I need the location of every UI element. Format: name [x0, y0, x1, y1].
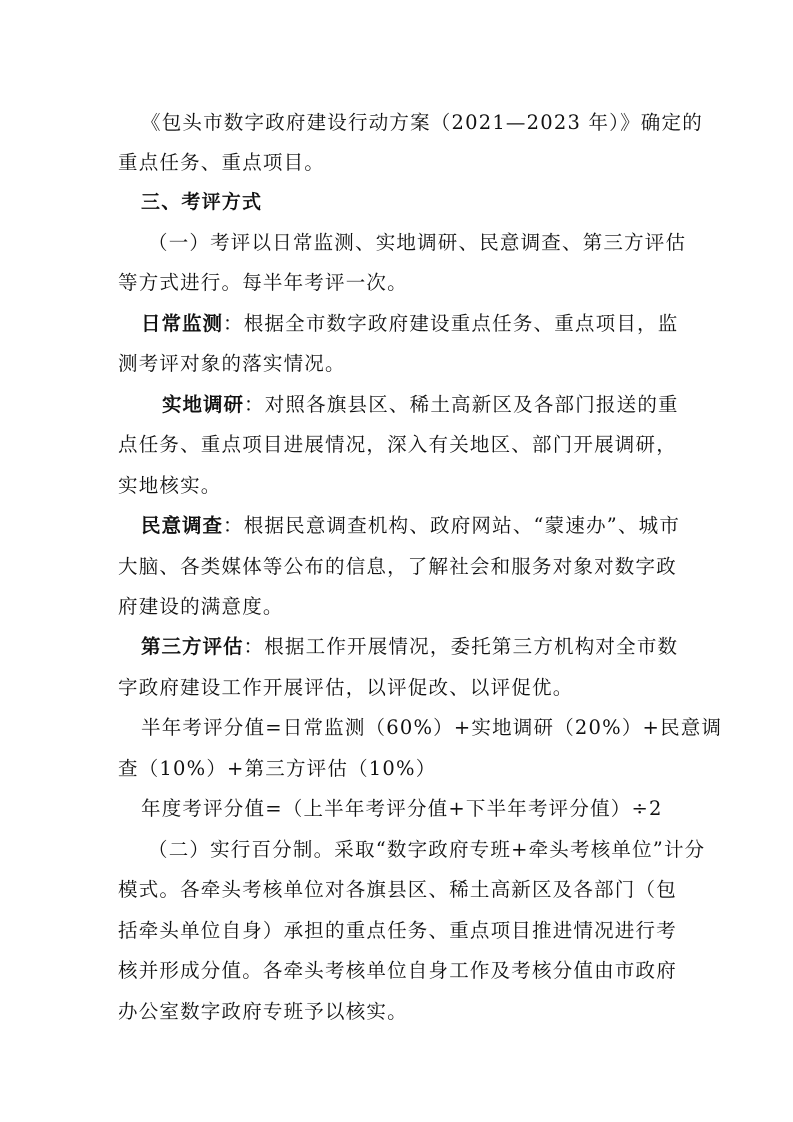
public-survey-line-1	[141, 514, 680, 538]
percentage-system-line-2: 模式。各牵头考核单位对各旗县区、稀土高新区及各部门（包	[118, 878, 677, 901]
paragraph-methods-line-2: 等方式进行。每半年考评一次。	[118, 271, 408, 294]
third-party-label: 第三方评估	[141, 635, 244, 658]
daily-monitoring-line-1	[141, 312, 678, 336]
field-research-text: ：对照各旗县区、稀土高新区及各部门报送的重	[244, 393, 679, 416]
field-research-line-3: 实地核实。	[118, 474, 222, 497]
paragraph-plan-line-2: 重点任务、重点项目。	[118, 151, 326, 174]
third-party-line-2: 字政府建设工作开展评估，以评促改、以评促优。	[118, 676, 574, 699]
paragraph-methods-line-1: （一）考评以日常监测、实地调研、民意调查、第三方评估	[148, 231, 687, 254]
percentage-system-line-4: 核并形成分值。各牵头考核单位自身工作及考核分值由市政府	[118, 959, 677, 982]
paragraph-plan-line-1: 《包头市数字政府建设行动方案（2021—2023 年）》确定的	[141, 111, 703, 134]
field-research-line-2: 点任务、重点项目进展情况，深入有关地区、部门开展调研，	[118, 433, 677, 456]
field-research-label: 实地调研	[162, 393, 245, 416]
daily-monitoring-text: ：根据全市数字政府建设重点任务、重点项目，监	[223, 312, 679, 335]
half-year-formula-line-2: 查（10%）+第三方评估（10%）	[118, 757, 437, 780]
public-survey-label: 民意调查	[141, 514, 224, 537]
half-year-formula-line-1: 半年考评分值=日常监测（60%）+实地调研（20%）+民意调	[141, 716, 723, 739]
percentage-system-line-1: （二）实行百分制。采取“数字政府专班+牵头考核单位”计分	[148, 838, 706, 861]
percentage-system-line-5: 办公室数字政府专班予以核实。	[118, 1000, 408, 1023]
percentage-system-line-3: 括牵头单位自身）承担的重点任务、重点项目推进情况进行考	[118, 919, 677, 942]
third-party-line-1	[141, 635, 678, 659]
third-party-text: ：根据工作开展情况，委托第三方机构对全市数	[243, 635, 679, 658]
public-survey-text: ：根据民意调查机构、政府网站、“蒙速办”、城市	[223, 514, 681, 537]
annual-formula-line: 年度考评分值=（上半年考评分值+下半年考评分值）÷2	[141, 797, 663, 820]
public-survey-line-2: 大脑、各类媒体等公布的信息，了解社会和服务对象对数字政	[118, 555, 677, 578]
public-survey-line-3: 府建设的满意度。	[118, 595, 284, 618]
section-heading-evaluation-method: 三、考评方式	[141, 191, 263, 213]
daily-monitoring-label: 日常监测	[141, 312, 224, 335]
field-research-line-1	[162, 393, 679, 417]
daily-monitoring-line-2: 测考评对象的落实情况。	[118, 352, 346, 375]
